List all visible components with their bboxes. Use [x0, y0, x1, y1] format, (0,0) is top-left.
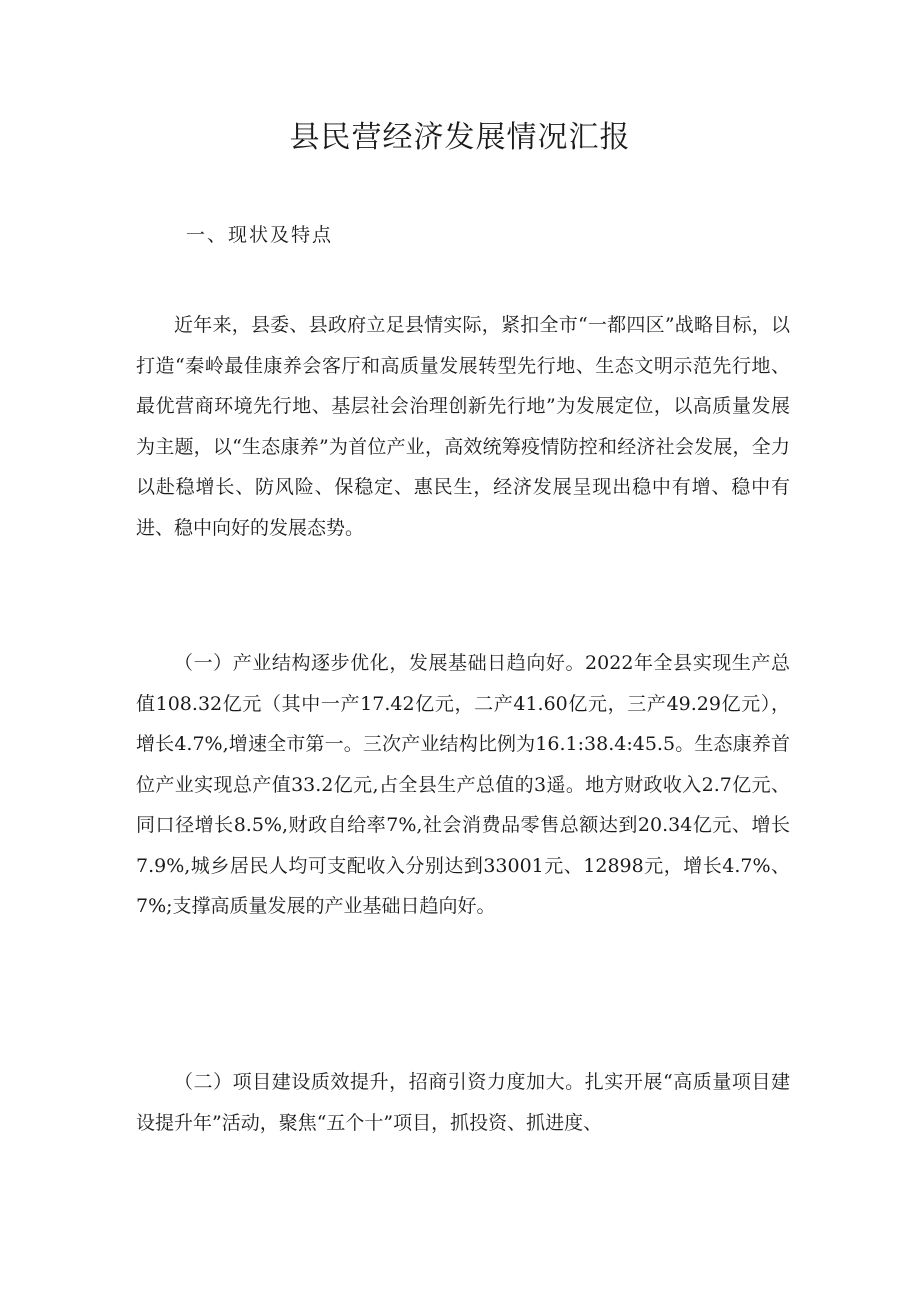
body-paragraph-project-construction: （二）项目建设质效提升，招商引资力度加大。扎实开展“高质量项目建设提升年”活动，聚焦“五个十”项目，抓投资、抓进度、 — [136, 1071, 790, 1134]
body-paragraph-industry-structure: （一）产业结构逐步优化，发展基础日趋向好。2022年全县实现生产总值108.32亿元（其中一产17.42亿元，二产41.60亿元，三产49.29亿元），增长4.7%,增速全市第一。三次产业结构比例为16.1:38.4:45.5。生态康养首位产业实现总产值33.2亿元,占全县生产总值的3遥。地方财政收入2.7亿元、同口径增长8.5%,财政自给率7%,社会消费品零售总额达到20.34亿元、增长7.9%,城乡居民人均可支配收入分别达到33001元、12898元，增长4.7%、7%;支撑高质量发展的产业基础日趋向好。 — [136, 652, 790, 917]
section-heading: 一、现状及特点 — [186, 224, 334, 246]
document-title: 县民营经济发展情况汇报 — [289, 120, 631, 155]
body-paragraph-intro: 近年来，县委、县政府立足县情实际，紧扣全市“一都四区”战略目标，以打造“秦岭最佳康养会客厅和高质量发展转型先行地、生态文明示范先行地、最优营商环境先行地、基层社会治理创新先行地”为发展定位，以高质量发展为主题，以“生态康养”为首位产业，高效统筹疫情防控和经济社会发展，全力以赴稳增长、防风险、保稳定、惠民生，经济发展呈现出稳中有增、稳中有进、稳中向好的发展态势。 — [136, 314, 790, 539]
